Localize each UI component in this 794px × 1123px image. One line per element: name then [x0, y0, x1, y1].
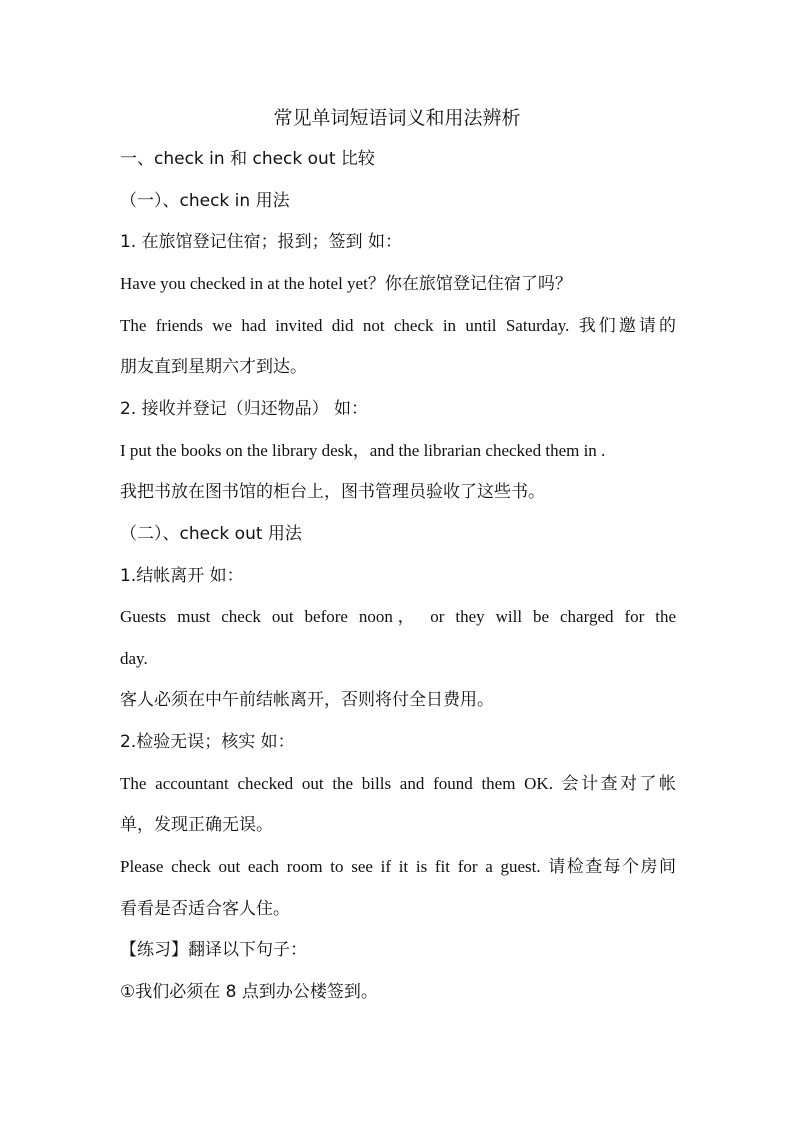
- section-heading-1: 一、check in 和 check out 比较: [120, 149, 375, 169]
- exercise-item-1: ①我们必须在 8 点到办公楼签到。: [120, 982, 378, 1002]
- example-sentence: The accountant checked out the bills and found them OK. 会计查对了帐: [120, 774, 676, 793]
- usage-1-heading: 1.结帐离开 如：: [120, 566, 244, 586]
- example-sentence: I put the books on the library desk，and the librarian checked them in .: [120, 441, 606, 460]
- example-translation: 单，发现正确无误。: [120, 815, 273, 835]
- usage-2-heading: 2.检验无误；核实 如：: [120, 732, 295, 752]
- subsection-heading-check-in: （一）、check in 用法: [120, 191, 290, 211]
- example-translation: 我把书放在图书馆的柜台上，图书管理员验收了这些书。: [120, 482, 545, 502]
- example-translation: 客人必须在中午前结帐离开，否则将付全日费用。: [120, 690, 494, 710]
- example-translation: 朋友直到星期六才到达。: [120, 357, 307, 377]
- example-sentence: Guests must check out before noon， or they will be charged for the: [120, 607, 676, 626]
- example-sentence-continued: day.: [120, 649, 148, 668]
- example-sentence: Please check out each room to see if it is fit for a guest. 请检查每个房间: [120, 857, 676, 876]
- example-sentence: The friends we had invited did not check in until Saturday. 我们邀请的: [120, 316, 676, 335]
- exercise-heading: 【练习】翻译以下句子：: [120, 940, 307, 960]
- subsection-heading-check-out: （二）、check out 用法: [120, 524, 302, 544]
- usage-1-heading: 1. 在旅馆登记住宿；报到；签到 如：: [120, 232, 403, 252]
- document-title: 常见单词短语词义和用法辨析: [273, 107, 521, 129]
- example-sentence: Have you checked in at the hotel yet？你在旅馆登记住宿了吗？: [120, 274, 572, 293]
- example-translation: 看看是否适合客人住。: [120, 899, 290, 919]
- usage-2-heading: 2. 接收并登记（归还物品） 如：: [120, 399, 369, 419]
